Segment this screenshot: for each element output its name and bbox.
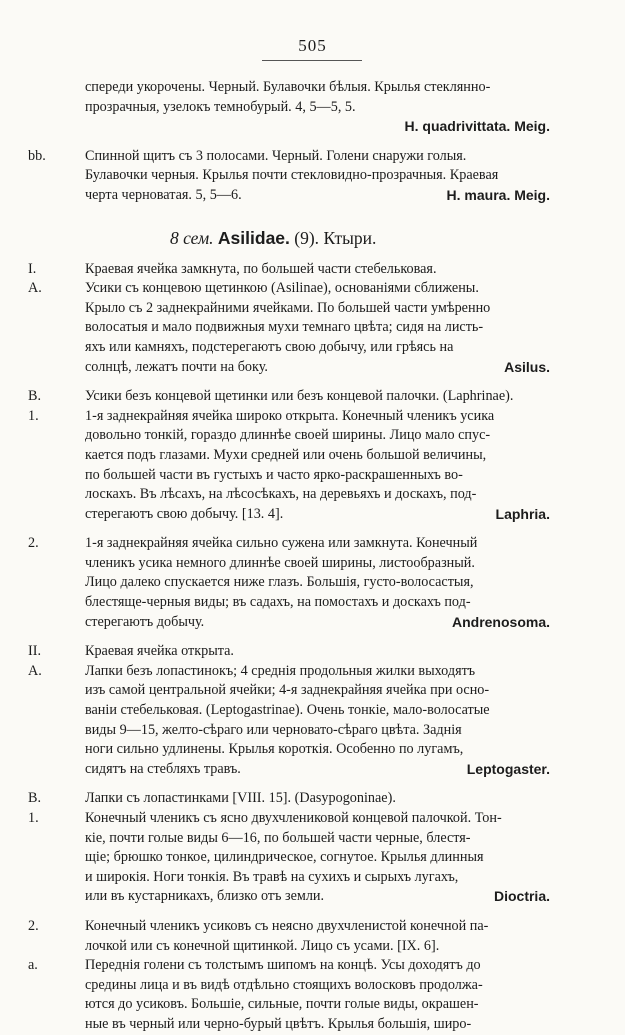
line-text: черта черноватая. 5, 5—6. bbox=[85, 186, 242, 203]
line-text: лоскахъ. Въ лѣсахъ, на лѣсосѣкахъ, на деревьяхъ и доскахъ, под- bbox=[85, 486, 477, 503]
key-marker: 2. bbox=[28, 917, 39, 934]
family-heading-text bbox=[170, 216, 376, 260]
line-text: прозрачныя, узелокъ темнобурый. 4, 5—5, 5. bbox=[85, 98, 356, 115]
text-line bbox=[0, 407, 625, 427]
text-line bbox=[0, 387, 625, 407]
key-marker: 2. bbox=[28, 535, 39, 552]
block-spacer bbox=[0, 524, 625, 534]
line-text: Крыло съ 2 заднекрайними ячейками. По большей части умѣренно bbox=[85, 299, 491, 316]
text-line bbox=[0, 299, 625, 319]
taxon-name: Laphria. bbox=[495, 505, 550, 522]
line-text: по большей части въ густыхъ и часто ярко-раскрашенныхъ во- bbox=[85, 466, 463, 483]
text-line bbox=[0, 937, 625, 957]
block-spacer bbox=[0, 377, 625, 387]
taxon-name: Leptogaster. bbox=[466, 760, 550, 777]
line-text: стерегаютъ свою добычу. [13. 4]. bbox=[85, 505, 284, 522]
block-spacer bbox=[0, 779, 625, 789]
line-text: Переднія голени съ толстымъ шипомъ на концѣ. Усы доходятъ до bbox=[85, 957, 481, 974]
text-line bbox=[0, 956, 625, 976]
taxon-name: Dioctria. bbox=[493, 888, 550, 905]
line-text: Краевая ячейка открыта. bbox=[85, 643, 234, 660]
line-text: средины лица и въ видѣ отдѣльно стоящихъ волосковъ продолжа- bbox=[85, 976, 483, 993]
line-text: Конечный членикъ съ ясно двухчлениковой концевой палочкой. Тон- bbox=[85, 810, 502, 826]
text-line bbox=[0, 338, 625, 358]
family-prefix: 8 сем. bbox=[170, 227, 218, 248]
text-line bbox=[0, 166, 625, 186]
line-text: и широкія. Ноги тонкія. Въ травѣ на сухихъ и сырыхъ лугахъ, bbox=[85, 868, 459, 885]
text-line bbox=[0, 740, 625, 760]
family-common-name: Ктыри. bbox=[323, 227, 377, 248]
key-marker: A. bbox=[28, 662, 42, 679]
block-spacer bbox=[0, 137, 625, 147]
line-text: солнцѣ, лежатъ почти на боку. bbox=[85, 358, 268, 375]
text-line bbox=[0, 721, 625, 741]
text-line bbox=[0, 426, 625, 446]
key-marker: I. bbox=[28, 260, 37, 277]
line-text: Усики съ концевою щетинкою (Asilinae), основаніями сближены. bbox=[85, 280, 479, 297]
text-line bbox=[0, 613, 625, 633]
line-text: ноги сильно удлинены. Крылья короткія. Особенно по лугамъ, bbox=[85, 741, 464, 758]
text-line bbox=[0, 701, 625, 721]
line-text: ваніи стебельковая. (Leptogastrinae). Очень тонкіе, мало-волосатые bbox=[85, 702, 490, 719]
line-text: спереди укорочены. Черный. Булавочки бѣлыя. Крылья стеклянно- bbox=[85, 79, 491, 95]
line-text: Усики безъ концевой щетинки или безъ концевой палочки. (Laphrinae). bbox=[85, 388, 514, 405]
line-text: блестяще-черныя виды; въ садахъ, на помостахъ и доскахъ под- bbox=[85, 594, 471, 611]
key-marker: bb. bbox=[28, 147, 46, 164]
line-text: сидятъ на стебляхъ травъ. bbox=[85, 760, 241, 777]
key-marker: 1. bbox=[28, 407, 39, 424]
text-line bbox=[0, 466, 625, 486]
line-text: стерегаютъ добычу. bbox=[85, 613, 205, 630]
text-line bbox=[0, 446, 625, 466]
line-text: Лапки съ лопастинками [VIII. 15]. (Dasypogoninae). bbox=[85, 790, 396, 807]
text-line bbox=[0, 117, 625, 137]
text-line bbox=[0, 976, 625, 996]
key-marker: A. bbox=[28, 280, 42, 297]
text-line bbox=[0, 642, 625, 662]
text-line bbox=[0, 662, 625, 682]
text-line bbox=[0, 358, 625, 378]
text-line bbox=[0, 147, 625, 167]
text-line bbox=[0, 789, 625, 809]
text-line bbox=[0, 260, 625, 280]
text-line bbox=[0, 505, 625, 525]
text-line bbox=[0, 186, 625, 206]
line-text: ются до усиковъ. Большіе, сильные, почти голые виды, окрашен- bbox=[85, 996, 479, 1013]
text-line bbox=[0, 1015, 625, 1035]
line-text: ные въ черный или черно-бурый цвѣтъ. Крылья большія, широ- bbox=[85, 1015, 472, 1032]
text-line bbox=[0, 593, 625, 613]
taxon-name: Andrenosoma. bbox=[451, 613, 550, 630]
text-line bbox=[0, 554, 625, 574]
line-text: 1-я заднекрайняя ячейка широко открыта. Конечный членикъ усика bbox=[85, 407, 495, 424]
line-text: Краевая ячейка замкнута, по большей части стебельковая. bbox=[85, 260, 437, 277]
line-text: лочкой или съ конечной щитинкой. Лицо съ усами. [IX. 6]. bbox=[85, 937, 440, 954]
header-rule bbox=[262, 60, 362, 61]
line-text: членикъ усика немного длиннѣе своей ширины, листообразный. bbox=[85, 554, 475, 571]
taxon-name: H. maura. Meig. bbox=[446, 186, 550, 203]
text-line bbox=[0, 681, 625, 701]
line-text: Булавочки черныя. Крылья почти стекловидно-прозрачныя. Краевая bbox=[85, 167, 499, 184]
text-line bbox=[0, 98, 625, 118]
text-line bbox=[0, 887, 625, 907]
key-marker: II. bbox=[28, 643, 41, 660]
key-marker: B. bbox=[28, 388, 42, 405]
text-line bbox=[0, 995, 625, 1015]
line-text: или въ кустарникахъ, близко отъ земли. bbox=[85, 888, 325, 905]
line-text: изъ самой центральной ячейки; 4-я заднекрайняя ячейка при осно- bbox=[85, 682, 490, 699]
line-text: Лапки безъ лопастинокъ; 4 среднія продольныя жилки выходятъ bbox=[85, 662, 476, 679]
line-text: виды 9—15, желто-сѣраго или черновато-сѣраго цвѣта. Заднія bbox=[85, 721, 462, 738]
taxon-name: H. quadrivittata. Meig. bbox=[404, 118, 550, 135]
block-spacer bbox=[0, 632, 625, 642]
family-name: Asilidae. bbox=[217, 227, 290, 248]
line-text: Конечный членикъ усиковъ съ неясно двухчленистой конечной па- bbox=[85, 917, 489, 934]
text-line bbox=[0, 573, 625, 593]
line-text: яхъ или камняхъ, подстерегаютъ свою добычу, или грѣясь на bbox=[85, 338, 454, 355]
line-text: кіе, почти голые виды 6—16, по большей части черные, блестя- bbox=[85, 829, 471, 846]
key-marker: a. bbox=[28, 957, 38, 974]
page-body bbox=[0, 78, 625, 1035]
key-marker: 1. bbox=[28, 810, 39, 826]
line-text: Лицо далеко спускается ниже глазъ. Большія, густо-волосастыя, bbox=[85, 574, 474, 591]
text-line bbox=[0, 829, 625, 849]
text-line bbox=[0, 534, 625, 554]
block-spacer bbox=[0, 206, 625, 216]
key-marker: B. bbox=[28, 790, 42, 807]
family-count: (9). bbox=[289, 227, 324, 248]
text-line bbox=[0, 318, 625, 338]
line-text: волосатыя и мало подвижныя мухи темнаго цвѣта; сидя на листь- bbox=[85, 319, 484, 336]
text-line bbox=[0, 78, 625, 98]
text-line bbox=[0, 809, 625, 829]
family-heading bbox=[0, 216, 625, 260]
text-line bbox=[0, 848, 625, 868]
text-line bbox=[0, 760, 625, 780]
taxon-name: Asilus. bbox=[504, 358, 550, 375]
line-text: кается подъ глазами. Мухи средней или очень большой величины, bbox=[85, 446, 487, 463]
text-line bbox=[0, 868, 625, 888]
line-text: 1-я заднекрайняя ячейка сильно сужена или замкнута. Конечный bbox=[85, 535, 478, 552]
page-number: 505 bbox=[298, 36, 327, 55]
line-text: Спинной щитъ съ 3 полосами. Черный. Голени снаружи голыя. bbox=[85, 147, 467, 164]
text-line bbox=[0, 279, 625, 299]
text-line bbox=[0, 485, 625, 505]
block-spacer bbox=[0, 907, 625, 917]
line-text: щіе; брюшко тонкое, цилиндрическое, согнутое. Крылья длинныя bbox=[85, 849, 484, 866]
line-text: довольно тонкій, гораздо длиннѣе своей ширины. Лицо мало спус- bbox=[85, 427, 491, 444]
text-line bbox=[0, 917, 625, 937]
